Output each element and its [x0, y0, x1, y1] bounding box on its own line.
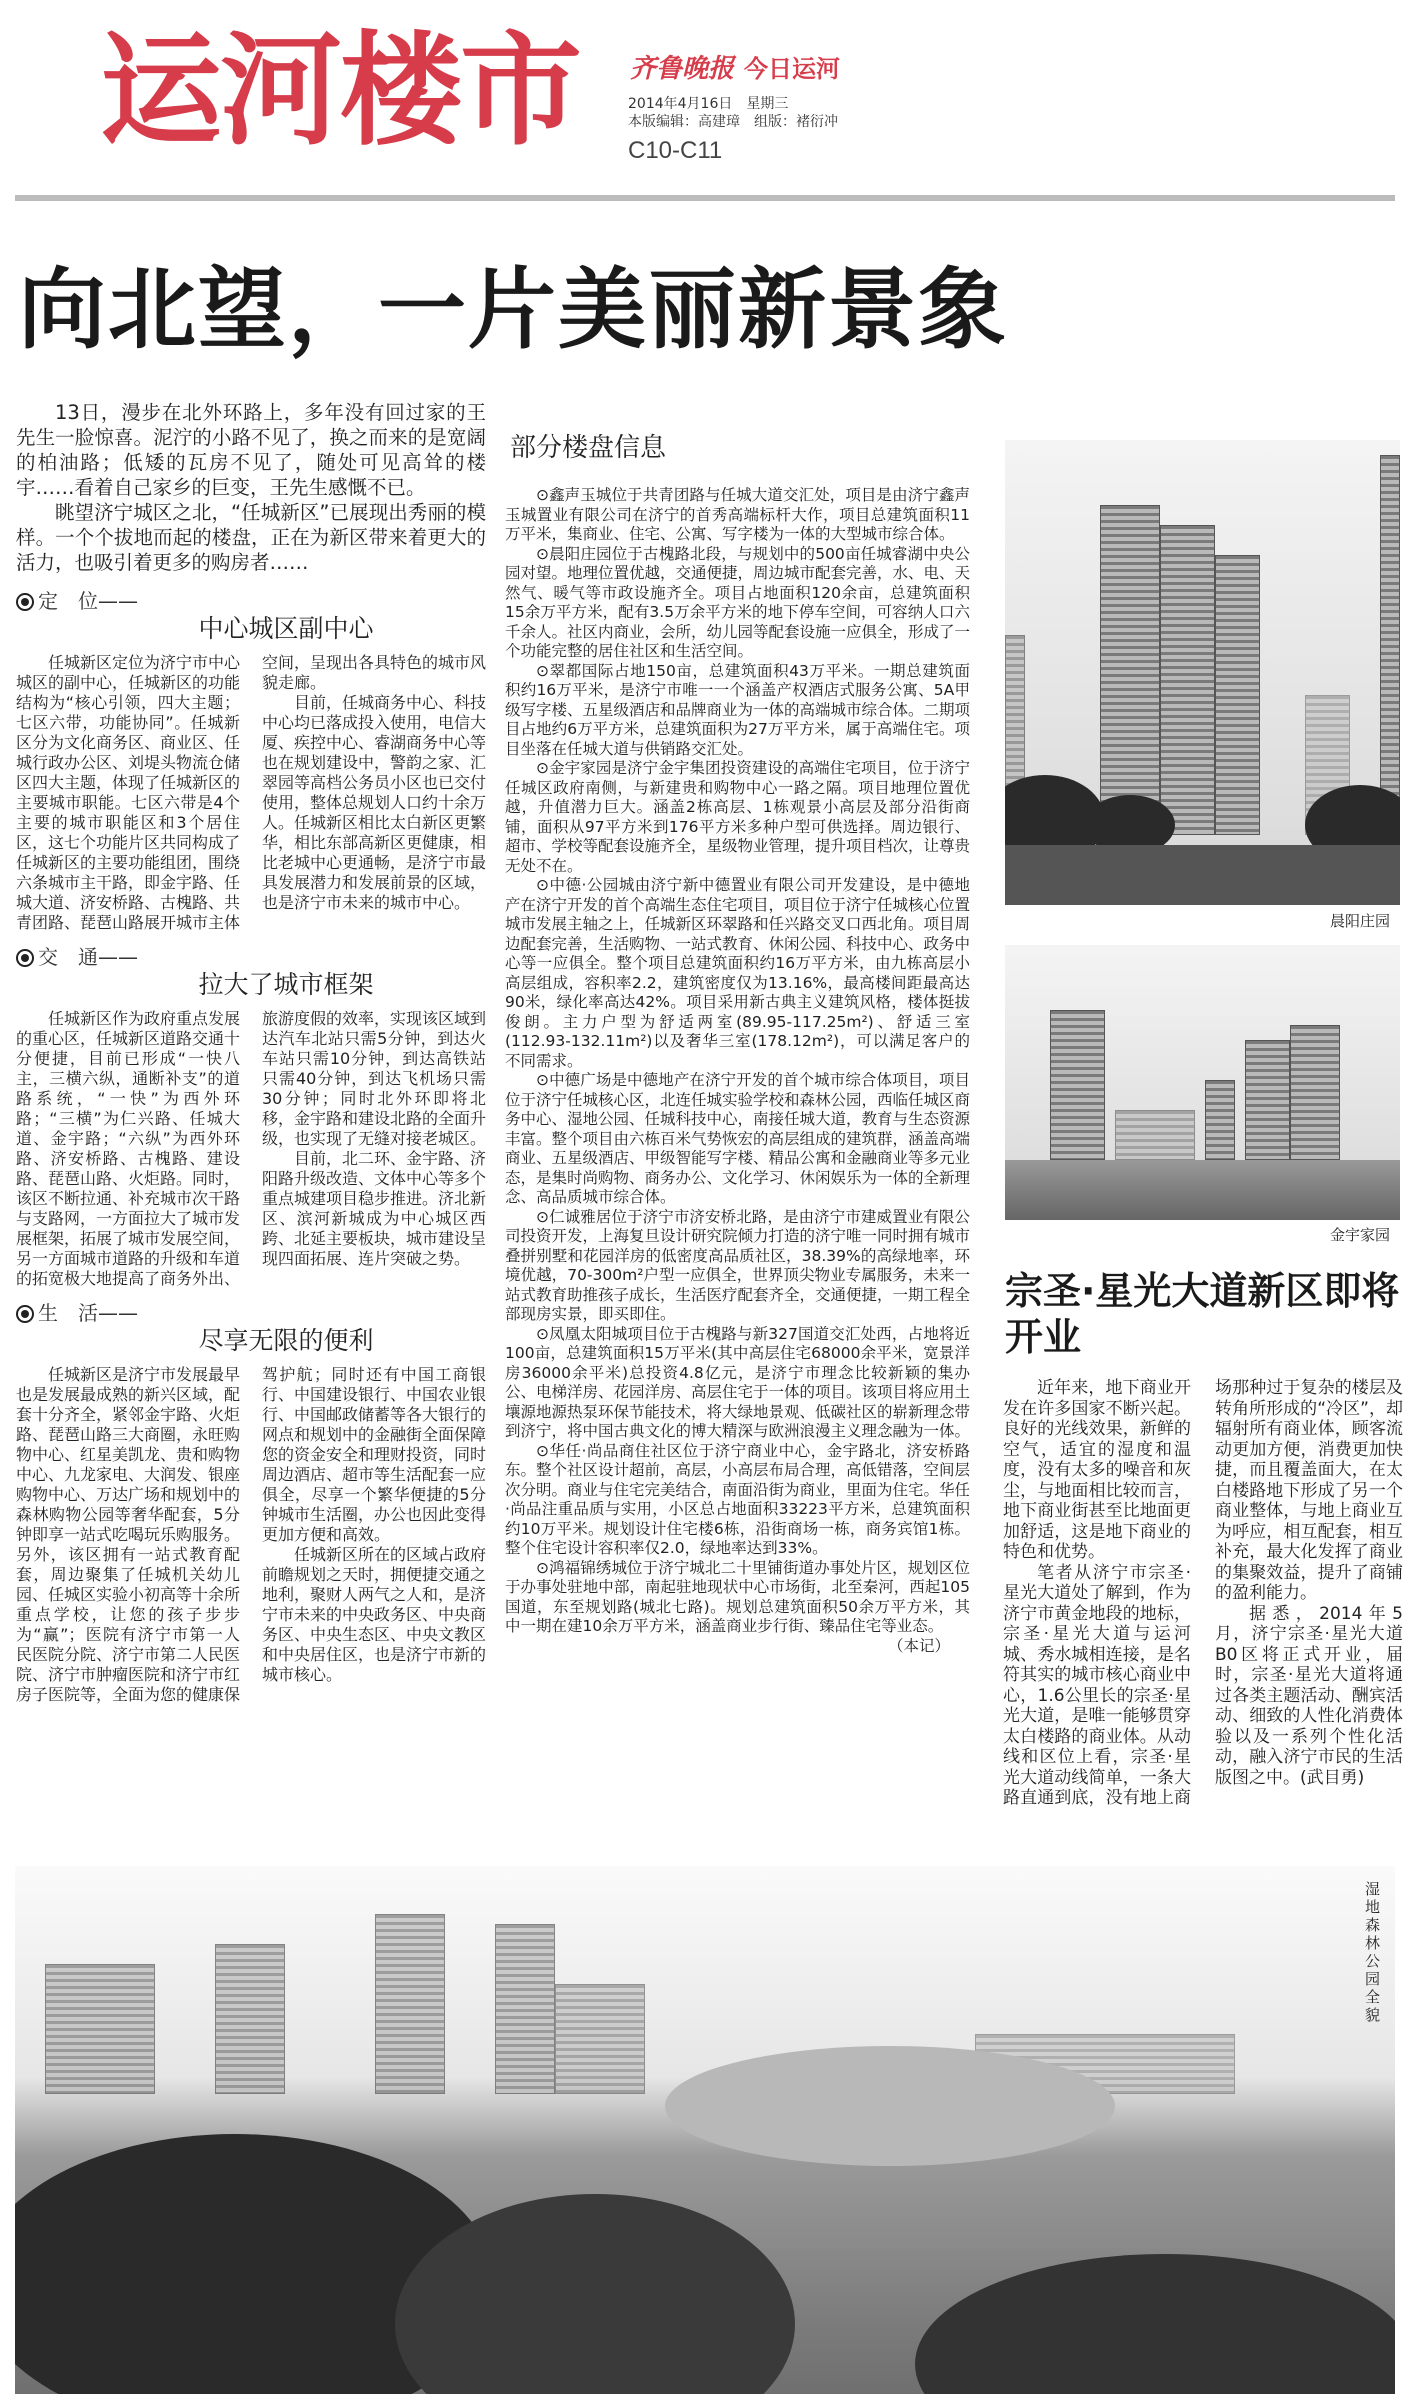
editors: 本版编辑：高建璋 组版：褚衍冲 — [628, 114, 838, 130]
paragraph: 目前，任城商务中心、科技中心均已落成投入使用，电信大厦、疾控中心、睿湖商务中心等也在规划建设中，警韵之家、汇翠园等高档公务员小区也已交付使用，整体总规划人口约十余万人。任城新区相比太白新区更繁华，相比东部高新区更健康，相比老城中心更通畅，是济宁市最具发展潜力和发展前景的区域，也是济宁市未来的城市中心。 — [262, 693, 487, 912]
section-label — [16, 945, 486, 969]
paragraph: 目前，北二环、金宇路、济阳路升级改造、文体中心等多个重点城建项目稳步推进。济北新区、滨河新城成为中心城区西跨、北延主要板块，城市建设呈现四面拓展、连片突破之势。 — [262, 1149, 487, 1268]
bullet-icon — [16, 1305, 34, 1323]
listing-item: ⊙晨阳庄园位于古槐路北段，与规划中的500亩任城睿湖中央公园对望。地理位置优越，交通便捷，周边城市配套完善，水、电、天然气、暖气等市政设施齐全。项目占地面积120余亩，总建筑面积15余万平方米，配有3.5万余平方米的地下停车空间，可容纳人口六千余人。社区内商业，会所，幼儿园等配套设施一应俱全，形成了一个功能完整的居住社区和生活空间。 — [505, 544, 971, 660]
listing-item: ⊙华任·尚品商住社区位于济宁商业中心，金宇路北，济安桥路东。整个社区设计超前，高层，小高层布局合理，高低错落，空间层次分明。商业与住宅完美结合，南面沿街为商业，里面为住宅。华任·尚品注重品质与实用，小区总占地面积33223平方米，总建筑面积约10万平米。规划设计住宅楼6栋，沿街商场一栋，商务宾馆1栋。整个住宅设计容积率仅2.0，绿地率达到33%。 — [505, 1441, 971, 1557]
intro-paragraph: 眺望济宁城区之北，“任城新区”已展现出秀丽的模样。一个个拔地而起的楼盘，正在为新区带来着更大的活力，也吸引着更多的购房者…… — [16, 501, 486, 574]
article-title: 宗圣·星光大道新区即将开业 — [1005, 1269, 1400, 1359]
brand-sub: 今日运河 — [744, 55, 841, 83]
section-label — [16, 1301, 486, 1325]
listings-column — [505, 432, 970, 1656]
listing-item: ⊙凤凰太阳城项目位于古槐路与新327国道交汇处西，占地将近100亩，总建筑面积15万平米(其中高层住宅68000余平米，宽景洋房36000余平米)总投资4.8亿元，是济宁市理念比较新颖的集办公、电梯洋房、花园洋房、高层住宅于一体的项目。该项目将应用土壤源地源热泵环保节能技术，将大绿地景观、低碳社区的崭新理念带到济宁，将中国古典文化的博大精深与欧洲浪漫主义理念融为一体。 — [505, 1324, 971, 1440]
bullet-icon — [16, 593, 34, 611]
issue-date: 2014年4月16日 星期三 — [628, 96, 789, 112]
dateline — [628, 95, 838, 131]
byline: （本记） — [887, 1636, 950, 1655]
paragraph: 据悉，2014年5月，济宁宗圣·星光大道B0区将正式开业，届时，宗圣·星光大道将通过各类主题活动、酬宾活动、细致的人性化消费体验以及一系列个性化活动，融入济宁市民的生活版图之中。(武目勇) — [1215, 1603, 1403, 1788]
section-body — [16, 1365, 486, 1705]
intro — [16, 400, 486, 575]
paragraph: 任城新区作为政府重点发展的重心区，任城新区道路交通十分便捷，目前已形成“一快八主，三横六纵，通断补支”的道路系统，“一快”为西外环路；“三横”为仁兴路、任城大道、金宇路；“六纵”为西外环路、济安桥路、古槐路、建设路、琵琶山路、火炬路。同时，该区不断拉通、补充城市次干路与支路网，一方面拉大了城市发展框架，拓展了城市发展空间，另一方面城市道路的升级和车道的拓宽极大地提高了商务外出、旅游度假的效率，实现该区域到达汽车北站只需5分钟，到达火车站只需10分钟，到达高铁站只需40分钟，到达飞机场只需30分钟；同时北外环即将北移，金宇路和建设北路的全面升级，也实现了无缝对接老城区。 — [16, 1009, 487, 1288]
article-body — [1003, 1378, 1403, 1809]
listing-item: ⊙中德广场是中德地产在济宁开发的首个城市综合体项目，项目位于济宁任城核心区，北连任城实验学校和森林公园，西临任城区商务中心、湿地公园、任城科技中心，南接任城大道，教育与生态资源丰富。整个项目由六栋百米气势恢宏的高层组成的建筑群，涵盖高端商业、五星级酒店、甲级智能写字楼、精品公寓和金融商业等多元业态，是集时尚购物、商务办公、文化学习、休闲娱乐为一体的全新理念、高品质城市综合体。 — [505, 1071, 971, 1206]
listing-item: ⊙金宇家园是济宁金宇集团投资建设的高端住宅项目，位于济宁任城区政府南侧，与新建贵和购物中心一路之隔。项目地理位置优越，升值潜力巨大。涵盖2栋高层、1栋观景小高层及部分沿街商铺，面积从97平方米到176平方米多种户型可供选择。周边银行、超市、学校等配套设施齐全，星级物业管理，提升项目档次，让尊贵无处不在。 — [505, 759, 971, 875]
section-body — [16, 653, 486, 933]
listing-item: ⊙仁诚雅居位于济宁市济安桥北路，是由济宁市建威置业有限公司投资开发，上海复旦设计研究院倾力打造的济宁唯一同时拥有城市叠拼别墅和花园洋房的低密度高品质社区，38.39%的高绿地率，环境优越，70-300m²户型一应俱全，世界顶尖物业专属服务，未来一站式教育助推孩子成长，生活医疗配套齐全，交通便捷，一期工程全部现房实景，即买即住。 — [505, 1207, 971, 1323]
masthead-title: 运河楼市 — [100, 20, 580, 162]
listing-item: ⊙鸿福锦绣城位于济宁城北二十里铺街道办事处片区，规划区位于办事处驻地中部，南起驻地现状中心市场街，北至秦河，西起105国道，东至规划路(城北七路)。规划总建筑面积50余万平方米，其中一期在建10余万平方米，涵盖商业步行街、臻品住宅等业态。 — [505, 1558, 970, 1635]
photo-caption-vertical: 湿地森林公园全貌 — [1365, 1880, 1381, 2024]
section-label-text: 生 活—— — [38, 1301, 138, 1325]
newspaper-brand — [630, 48, 840, 85]
listing-item: ⊙翠都国际占地150亩，总建筑面积43万平米。一期总建筑面积约16万平米，是济宁市唯一一个涵盖产权酒店式服务公寓、5A甲级写字楼、五星级酒店和品牌商业为一体的高端城市综合体。二期项目占地约6万平方米，总建筑面积为27万平方米，属于高端住宅。项目坐落在任城大道与供销路交汇处。 — [505, 661, 971, 758]
section-label-text: 定 位—— — [38, 589, 138, 613]
photo-caption: 晨阳庄园 — [1330, 912, 1391, 930]
section-title: 中心城区副中心 — [198, 614, 374, 643]
section-body — [16, 1009, 486, 1289]
paragraph: 笔者从济宁市宗圣·星光大道处了解到，作为济宁市黄金地段的地标，宗圣·星光大道与运河城、秀水城相连接，是名符其实的城市核心商业中心，1.6公里长的宗圣·星光大道，是唯一能够贯穿太白楼路的商业体。从动线和区位上看，宗圣·星光大道动线简单，一条大路直通到底，没有地上商场那种过于复杂的楼层及转角所形成的“冷区”，却辐射所有商业体，顾客流动更加方便，消费更加快捷，而且覆盖面大，在太白楼路地下形成了另一个商业整体，与地上商业互为呼应，相互配套，相互补充，最大化发挥了商业的集聚效益，提升了商铺的盈利能力。 — [1003, 1378, 1403, 1808]
section-title: 尽享无限的便利 — [198, 1326, 374, 1355]
section-traffic — [16, 945, 486, 1289]
paragraph: 任城新区所在的区域占政府前瞻规划之天时，拥便捷交通之地利，聚财人两气之人和，是济宁市未来的中央政务区、中央商务区、中央生态区、中央文教区和中央居住区，也是济宁市新的城市核心。 — [262, 1545, 487, 1684]
listing-item: ⊙鑫声玉城位于共青团路与任城大道交汇处，项目是由济宁鑫声玉城置业有限公司在济宁的首秀高端标杆大作，项目总建筑面积11万平米，集商业、住宅、公寓、写字楼为一体的大型城市综合体。 — [505, 486, 970, 543]
paragraph: 任城新区定位为济宁市中心城区的副中心，任城新区的功能结构为“核心引领，四大主题；七区六带，功能协同”。任城新区分为文化商务区、商业区、任城行政办公区、刘堤头物流仓储区四大主题，体现了任城新区的主要城市职能。七区六带是4个主要的城市职能区和3个居住区，这七个功能片区共同构成了任城新区的主要功能组团，围绕六条城市主干路，即金宇路、任城大道、济安桥路、古槐路、共青团路、琵琶山路展开城市主体空间，呈现出各具特色的城市风貌走廊。 — [16, 653, 487, 932]
paragraph: 任城新区是济宁市发展最早也是发展最成熟的新兴区域，配套十分齐全，紧邻金宇路、火炬路、琵琶山路三大商圈，永旺购物中心、红星美凯龙、贵和购物中心、九龙家电、大润发、银座购物中心、万达广场和规划中的森林购物公园等奢华配套，5分钟即享一站式吃喝玩乐购服务。另外，该区拥有一站式教育配套，周边聚集了任城机关幼儿园、任城区实验小初高等十余所重点学校，让您的孩子步步为“赢”；医院有济宁市第一人民医院分院、济宁市第二人民医院、济宁市肿瘤医院和济宁市红房子医院等，全面为您的健康保驾护航；同时还有中国工商银行、中国建设银行、中国农业银行、中国邮政储蓄等各大银行的网点和规划中的金融街全面保障您的资金安全和理财投资，同时周边酒店、超市等生活配套一应俱全，尽享一个繁华便捷的5分钟城市生活圈，办公也因此变得更加方便和高效。 — [16, 1365, 487, 1704]
brand-name: 齐鲁晚报 — [630, 54, 735, 84]
listing-item: ⊙中德·公园城由济宁新中德置业有限公司开发建设，是中德地产在济宁开发的首个高端生态住宅项目，项目位于济宁任城核心位置城市发展主轴之上，任城新区环翠路和任兴路交叉口西北角。项目周边配套完善，生活购物、一站式教育、休闲公园、科技中心、政务中心等一应俱全。整个项目总建筑面积约16万平方米，由九栋高层小高层组成，容积率2.2，建筑密度仅为13.16%，最高楼间距最高达90米，绿化率高达42%。项目采用新古典主义建筑风格，楼体挺拔俊朗。主力户型为舒适两室(89.95-117.25m²)、舒适三室(112.93-132.11m²)以及奢华三室(178.12m²)，可以满足客户的不同需求。 — [505, 876, 971, 1070]
section-label — [16, 589, 486, 613]
page-numbers: C10-C11 — [628, 137, 723, 164]
photo-chenyang-manor — [1005, 440, 1400, 905]
section-title: 拉大了城市框架 — [198, 970, 374, 999]
bullet-icon — [16, 949, 34, 967]
section-positioning — [16, 589, 486, 933]
intro-paragraph: 13日，漫步在北外环路上，多年没有回过家的王先生一脸惊喜。泥泞的小路不见了，换之而来的是宽阔的柏油路；低矮的瓦房不见了，随处可见高耸的楼宇……看着自己家乡的巨变，王先生感慨不已。 — [16, 401, 486, 499]
main-article — [16, 400, 486, 1717]
listings-title: 部分楼盘信息 — [510, 433, 667, 463]
headline: 向北望，一片美丽新景象 — [18, 258, 1009, 361]
section-living — [16, 1301, 486, 1705]
header-divider — [15, 195, 1395, 201]
photo-wetland-park-panorama — [15, 1866, 1395, 2394]
section-label-text: 交 通—— — [38, 945, 138, 969]
photo-caption: 金宇家园 — [1330, 1226, 1391, 1244]
paragraph: 近年来，地下商业开发在许多国家不断兴起。良好的光线效果，新鲜的空气，适宜的湿度和温度，没有太多的噪音和灰尘，与地面相比较而言，地下商业街甚至比地面更加舒适，这是地下商业的特色和优势。 — [1003, 1378, 1191, 1562]
photo-jinyu-garden — [1005, 945, 1400, 1220]
